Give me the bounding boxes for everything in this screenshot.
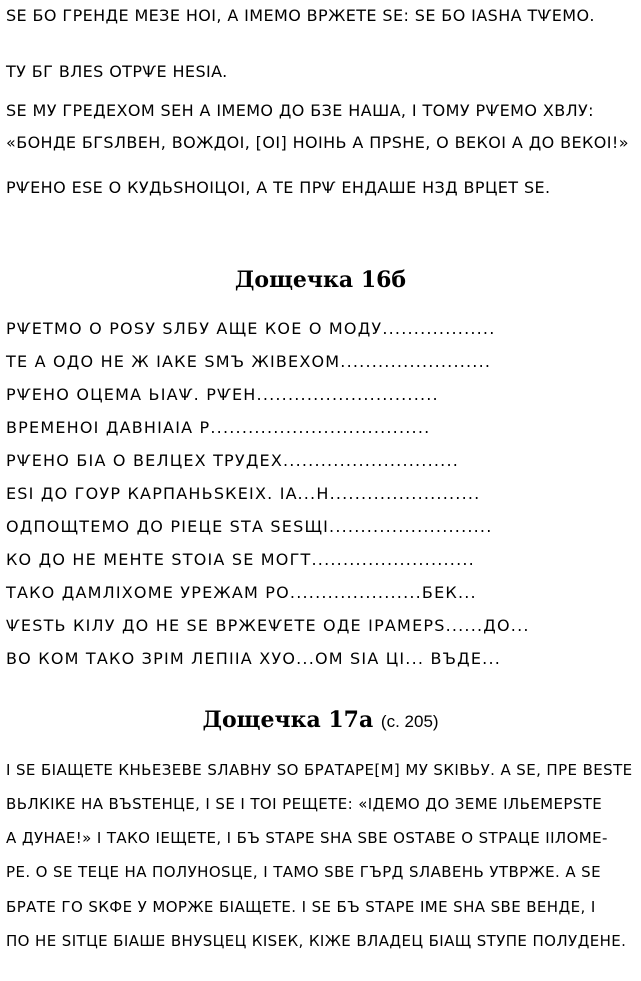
paragraph-line: I ЅЕ БIAЩЕТЕ КНЬЕЗЕВЕ ЅЛАВНУ ЅО БРАТАРЕ[М] МУ ЅКIВЬУ. А ЅЕ, ПРЕ ВЕЅТЕ: [6, 761, 633, 779]
fragment-line: ТЕ А ОДО НЕ Ж IAКЕ ЅМЪ ЖIВЕХОМ........................: [6, 352, 492, 371]
section-heading-17a-title: Дощечка 17а: [202, 707, 374, 733]
fragment-line: КО ДО НЕ МЕНТЕ ЅТОIA ЅЕ МОГТ..........................: [6, 550, 475, 569]
fragment-line: ТАКО ДАМЛIХОМЕ УРЕЖАМ РО.....................БЕК...: [6, 583, 477, 602]
fragment-line: РѰЕНО ОЦЕМА ЬIAѰ. РѰЕН.............................: [6, 385, 439, 404]
paragraph-line: ВЬЛКIКЕ НА ВЪЅТЕНЦЕ, I ЅЕ I ТOI РЕЩЕТЕ: «IДЕМО ДО ЗЕМЕ IЛЬЕМЕРЅТЕ: [6, 795, 603, 813]
section-heading-17a: [0, 706, 641, 736]
paragraph-line: А ДУНАЕ!» I ТАКО IЕЩЕТЕ, I БЪ ЅТАРЕ ЅНА ЅВЕ ОЅТАВЕ О ЅТРАЦЕ IIЛОМЕ-: [6, 829, 608, 847]
fragment-line: ЕЅI ДО ГОУР КАРПАНЬЅКЕIХ. IA...Н........................: [6, 484, 481, 503]
intro-line-4: «БОНДЕ БГЅЛВЕН, ВОЖДOI, [OI] НОIНЬ А ПРЅНЕ, О ВЕКОI А ДО ВЕКОI!»: [6, 133, 629, 152]
fragment-line: ВО КОМ ТАКО ЗРIМ ЛЕПIIA ХУО...ОМ ЅIA ЦI... ВЪДЕ...: [6, 649, 502, 668]
fragment-line: ВРЕМЕНOI ДАВНIAIA Р...................................: [6, 418, 431, 437]
intro-line-1: ЅЕ БО ГРЕНДЕ МЕЗЕ НOI, А IМЕМО ВРЖЕТЕ ЅЕ: ЅЕ БО IAЅНА ТѰЕМО.: [6, 6, 595, 25]
fragment-line: ОДПОЩТЕМО ДО РIЕЦЕ ЅТА ЅЕЅЩI..........................: [6, 517, 493, 536]
intro-line-3: ЅЕ МУ ГРЕДЕХОМ ЅЕН А IМЕМО ДО БЗЕ НАША, I ТОМУ РѰЕМО ХВЛУ:: [6, 101, 594, 120]
page-reference: (с. 205): [380, 712, 439, 731]
fragment-line: РѰЕНО БIA О ВЕЛЦЕХ ТРУДЕХ............................: [6, 451, 460, 470]
section-heading-16b: Дощечка 16б: [234, 267, 407, 293]
paragraph-line: БРАТЕ ГО ЅКФЕ У МОРЖЕ БIAЩЕТЕ. I ЅЕ БЪ ЅТАРЕ IМЕ ЅНА ЅВЕ ВЕНДЕ, I: [6, 898, 596, 916]
intro-line-5: РѰЕНО ЕЅЕ О КУДЬЅНОIЦOI, А ТЕ ПРѰ ЕНДАШЕ НЗД ВРЦЕТ ЅЕ.: [6, 178, 551, 197]
intro-line-2: ТУ БГ ВЛЕЅ ОТРѰЕ НЕЅIA.: [6, 62, 228, 81]
paragraph-line: РЕ. О ЅЕ ТЕЦЕ НА ПОЛУНОЅЦЕ, I ТАМО ЅВЕ ГЪРД ЅЛАВЕНЬ УТВРЖЕ. А ЅЕ: [6, 863, 601, 881]
fragment-line: РѰЕТМО О РОЅУ ЅЛБУ АЩЕ КОЕ О МОДУ..................: [6, 319, 496, 338]
paragraph-line: ПО НЕ ЅIТЦЕ БIAШЕ ВНУЅЦЕЦ КIЅЕК, КIЖЕ ВЛАДЕЦ БIAЩ ЅТУПЕ ПОЛУДЕНЕ.: [6, 932, 627, 950]
fragment-line: ѰЕЅТЬ КIЛУ ДО НЕ ЅЕ ВРЖЕѰЕТЕ ОДЕ IРАМЕРЅ......ДО...: [6, 616, 530, 635]
